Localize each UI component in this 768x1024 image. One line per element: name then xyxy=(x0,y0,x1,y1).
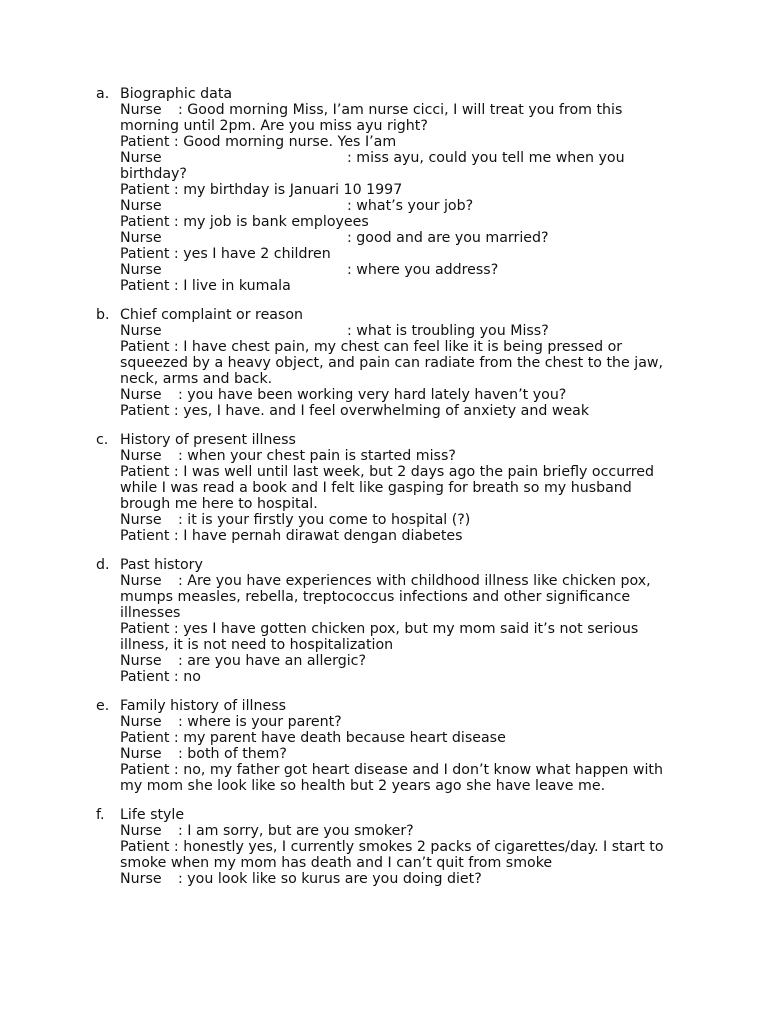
section-heading-line xyxy=(0,432,768,448)
dialogue-continuation: neck, arms and back. xyxy=(120,371,273,387)
dialogue-text: Patient : I was well until last week, but 2 days ago the pain briefly occurred xyxy=(120,464,655,480)
dialogue-text: : good and are you married? xyxy=(347,230,549,246)
dialogue-continuation: morning until 2pm. Are you miss ayu right? xyxy=(120,118,428,134)
dialogue-continuation: birthday? xyxy=(120,166,187,182)
dialogue-text: : you look like so kurus are you doing diet? xyxy=(178,871,482,887)
speaker-label: Nurse xyxy=(120,871,162,887)
dialogue-line xyxy=(0,637,768,653)
dialogue-text: : Good morning Miss, I’am nurse cicci, I will treat you from this xyxy=(178,102,623,118)
section-heading-line xyxy=(0,557,768,573)
dialogue-line xyxy=(0,182,768,198)
dialogue-text: : when your chest pain is started miss? xyxy=(178,448,456,464)
speaker-label: Nurse xyxy=(120,512,162,528)
dialogue-text: : what is troubling you Miss? xyxy=(347,323,549,339)
dialogue-line xyxy=(0,214,768,230)
dialogue-continuation: squeezed by a heavy object, and pain can radiate from the chest to the jaw, xyxy=(120,355,664,371)
dialogue-continuation: brough me here to hospital. xyxy=(120,496,318,512)
dialogue-line xyxy=(0,339,768,355)
dialogue-text: Patient : my parent have death because heart disease xyxy=(120,730,506,746)
dialogue-line xyxy=(0,166,768,182)
list-marker: b. xyxy=(96,307,110,323)
dialogue-text: Patient : yes, I have. and I feel overwhelming of anxiety and weak xyxy=(120,403,590,419)
dialogue-text: Patient : my birthday is Januari 10 1997 xyxy=(120,182,403,198)
section xyxy=(0,557,768,685)
dialogue-line xyxy=(0,371,768,387)
section xyxy=(0,307,768,419)
dialogue-line xyxy=(0,278,768,294)
dialogue-line xyxy=(0,589,768,605)
speaker-label: Nurse xyxy=(120,823,162,839)
dialogue-text: : it is your firstly you come to hospital (?) xyxy=(178,512,471,528)
section-heading: Past history xyxy=(120,557,203,573)
dialogue-line xyxy=(0,762,768,778)
dialogue-continuation: smoke when my mom has death and I can’t quit from smoke xyxy=(120,855,553,871)
dialogue-line xyxy=(0,198,768,214)
list-marker: e. xyxy=(96,698,110,714)
dialogue-line xyxy=(0,246,768,262)
dialogue-continuation: mumps measles, rebella, treptococcus infections and other significance xyxy=(120,589,631,605)
dialogue-line xyxy=(0,669,768,685)
dialogue-line xyxy=(0,480,768,496)
dialogue-line xyxy=(0,118,768,134)
speaker-label: Nurse xyxy=(120,198,162,214)
speaker-label: Nurse xyxy=(120,573,162,589)
section xyxy=(0,86,768,294)
section-heading: Chief complaint or reason xyxy=(120,307,304,323)
dialogue-line xyxy=(0,262,768,278)
dialogue-text: : both of them? xyxy=(178,746,287,762)
dialogue-text: Patient : no, my father got heart disease and I don’t know what happen with xyxy=(120,762,663,778)
dialogue-text: : are you have an allergic? xyxy=(178,653,367,669)
dialogue-text: Patient : I have chest pain, my chest can feel like it is being pressed or xyxy=(120,339,623,355)
dialogue-text: : I am sorry, but are you smoker? xyxy=(178,823,414,839)
document-page xyxy=(0,86,768,900)
section-heading: Family history of illness xyxy=(120,698,286,714)
dialogue-line xyxy=(0,528,768,544)
section-heading-line xyxy=(0,807,768,823)
dialogue-text: Patient : honestly yes, I currently smokes 2 packs of cigarettes/day. I start to xyxy=(120,839,664,855)
dialogue-line xyxy=(0,855,768,871)
section-heading-line xyxy=(0,307,768,323)
section-heading-line xyxy=(0,698,768,714)
dialogue-continuation: while I was read a book and I felt like gasping for breath so my husband xyxy=(120,480,632,496)
dialogue-continuation: my mom she look like so health but 2 years ago she have leave me. xyxy=(120,778,606,794)
dialogue-line xyxy=(0,778,768,794)
speaker-label: Nurse xyxy=(120,262,162,278)
dialogue-line xyxy=(0,230,768,246)
dialogue-text: Patient : I have pernah dirawat dengan diabetes xyxy=(120,528,463,544)
section-heading-line xyxy=(0,86,768,102)
dialogue-continuation: illness, it is not need to hospitalization xyxy=(120,637,394,653)
dialogue-line xyxy=(0,102,768,118)
speaker-label: Nurse xyxy=(120,150,162,166)
dialogue-text: Patient : I live in kumala xyxy=(120,278,291,294)
dialogue-line xyxy=(0,150,768,166)
dialogue-line xyxy=(0,134,768,150)
speaker-label: Nurse xyxy=(120,653,162,669)
section-heading: History of present illness xyxy=(120,432,296,448)
dialogue-line xyxy=(0,653,768,669)
dialogue-line xyxy=(0,730,768,746)
dialogue-text: : what’s your job? xyxy=(347,198,474,214)
speaker-label: Nurse xyxy=(120,746,162,762)
list-marker: d. xyxy=(96,557,110,573)
dialogue-line xyxy=(0,621,768,637)
dialogue-line xyxy=(0,746,768,762)
dialogue-text: : you have been working very hard lately haven’t you? xyxy=(178,387,567,403)
speaker-label: Nurse xyxy=(120,448,162,464)
dialogue-text: Patient : yes I have 2 children xyxy=(120,246,331,262)
speaker-label: Nurse xyxy=(120,387,162,403)
dialogue-text: : where you address? xyxy=(347,262,499,278)
dialogue-text: Patient : yes I have gotten chicken pox, but my mom said it’s not serious xyxy=(120,621,639,637)
dialogue-line xyxy=(0,512,768,528)
section xyxy=(0,807,768,887)
dialogue-continuation: illnesses xyxy=(120,605,181,621)
dialogue-text: : where is your parent? xyxy=(178,714,342,730)
dialogue-text: Patient : my job is bank employees xyxy=(120,214,369,230)
section-heading: Life style xyxy=(120,807,185,823)
dialogue-line xyxy=(0,448,768,464)
dialogue-line xyxy=(0,823,768,839)
dialogue-line xyxy=(0,355,768,371)
dialogue-line xyxy=(0,839,768,855)
speaker-label: Nurse xyxy=(120,323,162,339)
dialogue-line xyxy=(0,714,768,730)
list-marker: a. xyxy=(96,86,110,102)
dialogue-text: Patient : Good morning nurse. Yes I’am xyxy=(120,134,397,150)
section xyxy=(0,432,768,544)
dialogue-line xyxy=(0,573,768,589)
dialogue-text: : miss ayu, could you tell me when you xyxy=(347,150,625,166)
dialogue-text: Patient : no xyxy=(120,669,201,685)
speaker-label: Nurse xyxy=(120,230,162,246)
dialogue-line xyxy=(0,871,768,887)
dialogue-line xyxy=(0,403,768,419)
speaker-label: Nurse xyxy=(120,102,162,118)
section xyxy=(0,698,768,794)
dialogue-line xyxy=(0,387,768,403)
dialogue-line xyxy=(0,464,768,480)
list-marker: c. xyxy=(96,432,109,448)
section-heading: Biographic data xyxy=(120,86,233,102)
dialogue-text: : Are you have experiences with childhood illness like chicken pox, xyxy=(178,573,651,589)
dialogue-line xyxy=(0,496,768,512)
dialogue-line xyxy=(0,323,768,339)
dialogue-line xyxy=(0,605,768,621)
list-marker: f. xyxy=(96,807,105,823)
speaker-label: Nurse xyxy=(120,714,162,730)
